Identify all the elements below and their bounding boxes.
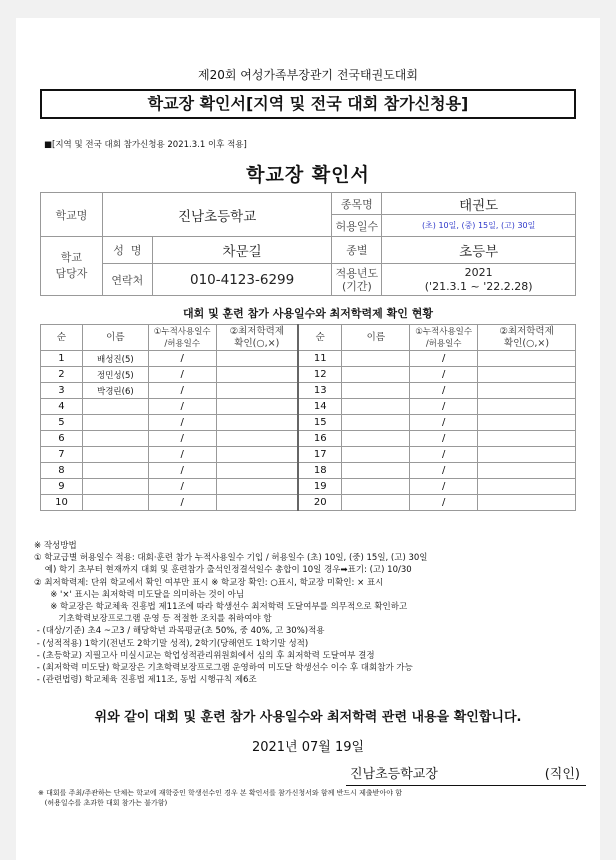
cell-no: 1 xyxy=(41,351,83,367)
sport-label: 종목명 xyxy=(332,193,382,215)
footer-note xyxy=(38,788,588,808)
table-row xyxy=(41,415,576,431)
instruction-line: - (대상/기준) 초4 ~고3 / 해당학년 과목평균(초 50%, 중 40%, 고 30%)적용 xyxy=(34,626,325,637)
cell-no: 15 xyxy=(298,415,342,431)
cell-days: / xyxy=(410,479,478,495)
instruction-line: - (관련법령) 학교체육 진흥법 제11조, 동법 시행규칙 제6조 xyxy=(34,675,257,686)
cell-name xyxy=(82,495,148,511)
status-table xyxy=(40,324,576,511)
cell-name xyxy=(342,383,410,399)
instruction-line: ② 최저학력제: 단위 학교에서 확인 여부만 표시 ※ 학교장 확인: ○표시, 학교장 미확인: × 표시 xyxy=(34,577,384,588)
status-title: 대회 및 훈련 참가 사용일수와 최저학력제 확인 현황 xyxy=(183,307,433,320)
table-row xyxy=(41,431,576,447)
table-row xyxy=(41,351,576,367)
check-cell xyxy=(478,351,576,367)
official-seal-label: (직인) xyxy=(544,767,580,782)
check-cell xyxy=(478,431,576,447)
col-check-header: ②최저학력제 확인(○,×) xyxy=(216,325,298,351)
table-row xyxy=(41,367,576,383)
cell-name xyxy=(342,367,410,383)
cell-no: 14 xyxy=(298,399,342,415)
col-check-header: ②최저학력제 확인(○,×) xyxy=(478,325,576,351)
cell-no: 16 xyxy=(298,431,342,447)
check-cell xyxy=(216,415,298,431)
table-row xyxy=(41,447,576,463)
period-year: 2021 xyxy=(464,265,493,279)
name-label: 성 명 xyxy=(102,237,152,264)
check-cell xyxy=(478,495,576,511)
cell-days: / xyxy=(410,367,478,383)
check-cell xyxy=(478,447,576,463)
cell-days: / xyxy=(148,399,216,415)
instruction-line: - (최저학력 미도달) 학교장은 기초학력보장프로그램 운영하여 미도달 학생선수 이수 후 대회참가 가능 xyxy=(34,663,413,674)
check-cell xyxy=(478,479,576,495)
table-row xyxy=(41,479,576,495)
cell-days: / xyxy=(410,415,478,431)
check-cell xyxy=(478,415,576,431)
cell-days: / xyxy=(410,399,478,415)
cell-name xyxy=(82,447,148,463)
cell-name xyxy=(342,495,410,511)
table-row xyxy=(41,383,576,399)
cell-name xyxy=(82,463,148,479)
principal-name: 진남초등학교장 xyxy=(350,767,438,782)
cell-name xyxy=(342,351,410,367)
cell-no: 2 xyxy=(41,367,83,383)
cell-name xyxy=(82,399,148,415)
cell-no: 17 xyxy=(298,447,342,463)
confirmation-date: 2021년 07월 19일 xyxy=(251,740,365,755)
check-cell xyxy=(478,463,576,479)
cell-name: 배성진(5) xyxy=(82,351,148,367)
cell-name xyxy=(342,463,410,479)
instruction-line: - (성적적용) 1학기(전년도 2학기말 성적), 2학기(당해연도 1학기말 성적) xyxy=(34,638,309,649)
cell-no: 5 xyxy=(41,415,83,431)
instruction-line: 기초학력보장프로그램 운영 등 적절한 조치를 취하여야 함 xyxy=(34,614,272,625)
instruction-line: ※ 학교장은 학교체육 진흥법 제11조에 따라 학생선수 최저학력 도달여부를 의무적으로 확인하고 xyxy=(34,602,408,613)
check-cell xyxy=(216,463,298,479)
check-cell xyxy=(216,447,298,463)
cell-days: / xyxy=(148,415,216,431)
cell-days: / xyxy=(148,367,216,383)
cell-no: 11 xyxy=(298,351,342,367)
confirmation-statement: 위와 같이 대회 및 훈련 참가 사용일수와 최저학력 관련 내용을 확인합니다. xyxy=(94,710,522,725)
check-cell xyxy=(216,431,298,447)
signature-line xyxy=(346,763,586,786)
cell-name xyxy=(342,431,410,447)
cell-no: 13 xyxy=(298,383,342,399)
cell-no: 4 xyxy=(41,399,83,415)
cell-name xyxy=(342,399,410,415)
cell-days: / xyxy=(410,431,478,447)
cell-no: 7 xyxy=(41,447,83,463)
footer-line: (허용일수를 초과한 대회 참가는 불가함) xyxy=(38,799,168,807)
col-name-header: 이름 xyxy=(82,325,148,351)
event-title: 제20회 여성가족부장관기 전국태권도대회 xyxy=(198,68,418,82)
cell-name xyxy=(82,479,148,495)
document-page xyxy=(16,18,600,860)
cell-no: 3 xyxy=(41,383,83,399)
col-name-header: 이름 xyxy=(342,325,410,351)
cell-name: 박경린(6) xyxy=(82,383,148,399)
check-cell xyxy=(216,479,298,495)
period-range: ('21.3.1 ~ '22.2.28) xyxy=(424,279,533,293)
instruction-line: 예) 학기 초부터 현재까지 대회 및 훈련참가 출석인정결석일수 총합이 10일 경우➡표기: (고) 10/30 xyxy=(34,565,412,576)
category-label: 종별 xyxy=(332,237,382,264)
check-cell xyxy=(216,383,298,399)
table-row xyxy=(41,495,576,511)
cell-name xyxy=(82,431,148,447)
document-title: 학교장 확인서 xyxy=(246,164,370,186)
instruction-line: - (초등학교) 지필고사 미실시교는 학업성적관리위원회에서 심의 후 최저학력 도달여부 결정 xyxy=(34,650,375,661)
cell-days: / xyxy=(410,463,478,479)
check-cell xyxy=(478,383,576,399)
allowed-days-label: 허용일수 xyxy=(332,215,382,237)
name-value: 차문길 xyxy=(152,237,332,264)
cell-no: 19 xyxy=(298,479,342,495)
cell-name: 정민성(5) xyxy=(82,367,148,383)
cell-days: / xyxy=(410,447,478,463)
cell-no: 8 xyxy=(41,463,83,479)
cell-days: / xyxy=(410,351,478,367)
cell-name xyxy=(82,415,148,431)
school-info-table xyxy=(40,192,576,296)
check-cell xyxy=(216,399,298,415)
period-value xyxy=(382,264,576,296)
allowed-days-value: (초) 10일, (중) 15일, (고) 30일 xyxy=(382,215,576,237)
form-title: 학교장 확인서[지역 및 전국 대회 참가신청용] xyxy=(40,89,576,119)
table-row xyxy=(41,463,576,479)
cell-days: / xyxy=(148,351,216,367)
instruction-line: ※ 작성방법 xyxy=(34,541,77,551)
category-value: 초등부 xyxy=(382,237,576,264)
contact-value: 010-4123-6299 xyxy=(152,264,332,296)
cell-days: / xyxy=(148,383,216,399)
manager-label: 학교 담당자 xyxy=(41,237,103,296)
col-no-header: 순 xyxy=(298,325,342,351)
cell-no: 20 xyxy=(298,495,342,511)
check-cell xyxy=(216,367,298,383)
cell-days: / xyxy=(410,495,478,511)
period-label: 적용년도 (기간) xyxy=(332,264,382,296)
writing-instructions xyxy=(34,540,594,686)
cell-no: 12 xyxy=(298,367,342,383)
sport-value: 태권도 xyxy=(382,193,576,215)
check-cell xyxy=(216,351,298,367)
table-row xyxy=(41,399,576,415)
cell-days: / xyxy=(148,447,216,463)
cell-no: 6 xyxy=(41,431,83,447)
cell-name xyxy=(342,479,410,495)
check-cell xyxy=(216,495,298,511)
contact-label: 연락처 xyxy=(102,264,152,296)
check-cell xyxy=(478,399,576,415)
footer-line: ※ 대회를 주최/주관하는 단체는 학교에 재학중인 학생선수인 경우 본 확인서를 참가신청서와 함께 반드시 제출받아야 함 xyxy=(38,789,402,797)
instruction-line: ※ '×' 표시는 최저학력 미도달을 의미하는 것이 아님 xyxy=(34,589,245,600)
school-label: 학교명 xyxy=(41,193,103,237)
cell-days: / xyxy=(148,463,216,479)
instruction-line: ① 학교급별 허용일수 적용: 대회·훈련 참가 누적사용일수 기입 / 허용일수 (초) 10일, (중) 15일, (고) 30일 xyxy=(34,553,428,564)
check-cell xyxy=(478,367,576,383)
cell-days: / xyxy=(410,383,478,399)
cell-no: 10 xyxy=(41,495,83,511)
col-days-header: ①누적사용일수 /허용일수 xyxy=(410,325,478,351)
cell-no: 9 xyxy=(41,479,83,495)
col-no-header: 순 xyxy=(41,325,83,351)
applicability-note: ■[지역 및 전국 대회 참가신청용 2021.3.1 이후 적용] xyxy=(44,140,247,150)
col-days-header: ①누적사용일수 /허용일수 xyxy=(148,325,216,351)
cell-no: 18 xyxy=(298,463,342,479)
cell-name xyxy=(342,447,410,463)
cell-days: / xyxy=(148,495,216,511)
cell-name xyxy=(342,415,410,431)
school-value: 진남초등학교 xyxy=(102,193,332,237)
cell-days: / xyxy=(148,431,216,447)
cell-days: / xyxy=(148,479,216,495)
